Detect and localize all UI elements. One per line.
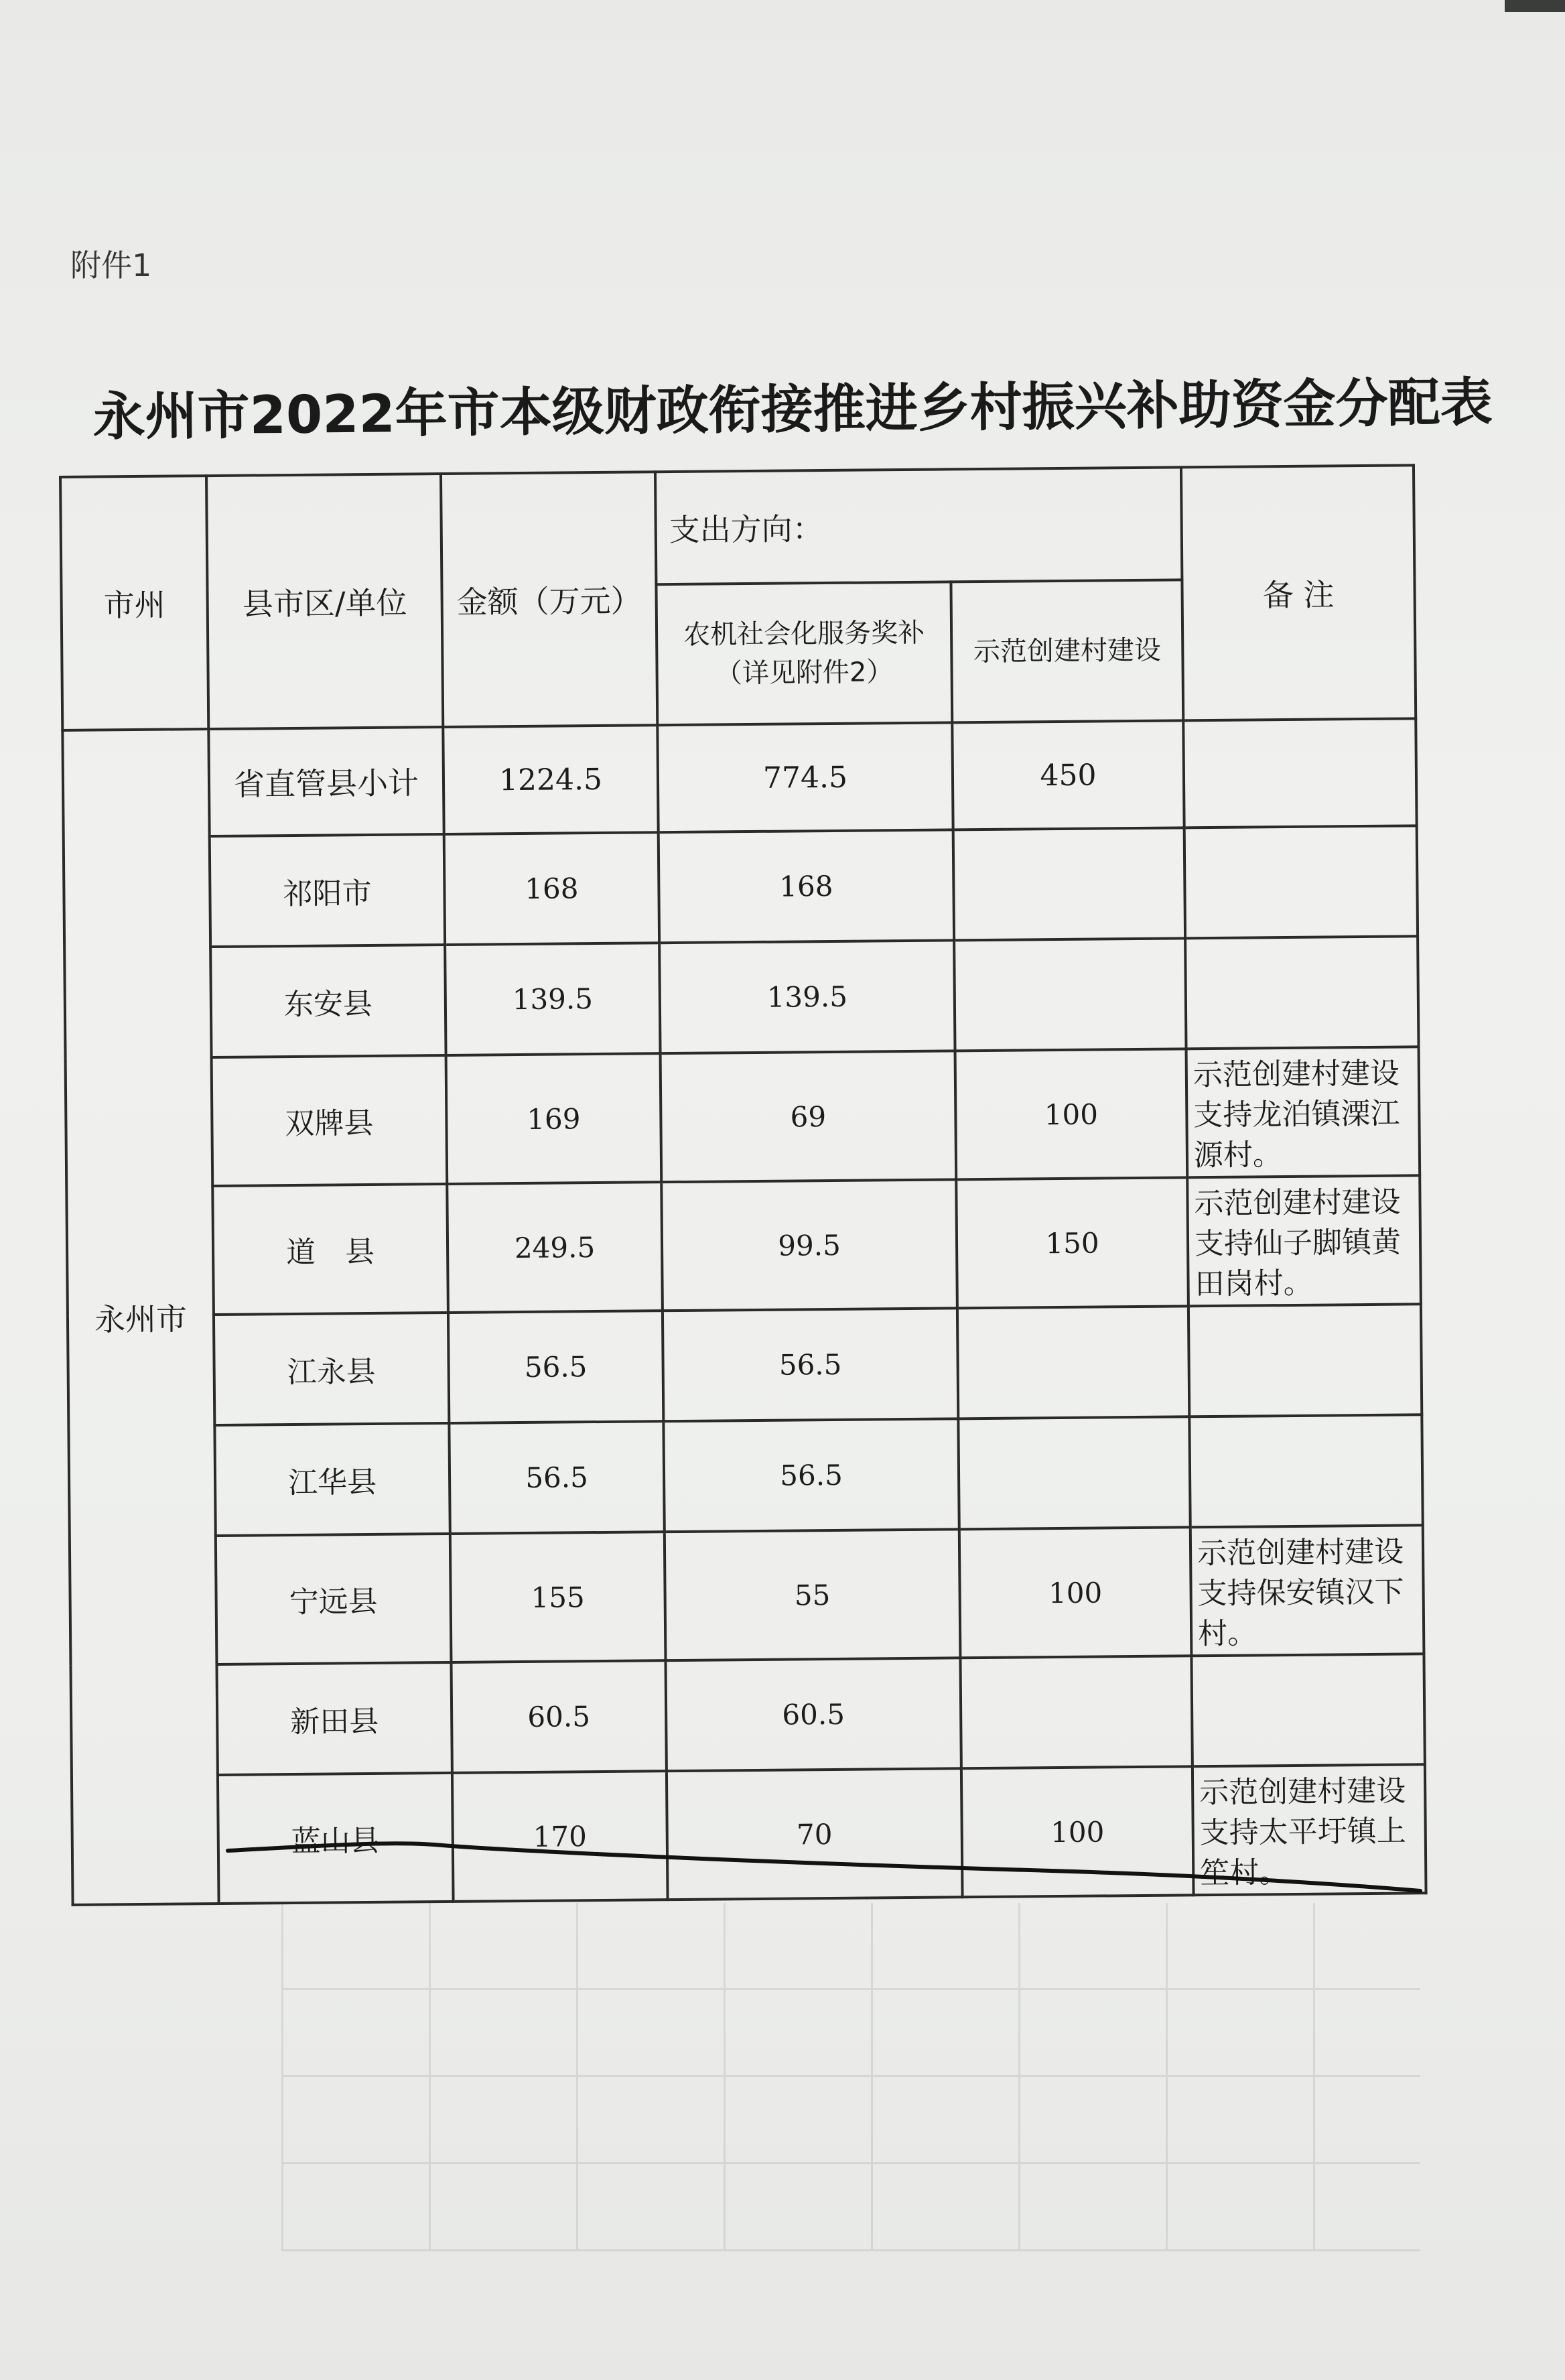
remark-cell: 示范创建村建设支持保安镇汉下村。	[1190, 1525, 1424, 1656]
header-remark: 备 注	[1181, 465, 1416, 720]
agri-cell: 56.5	[663, 1418, 959, 1532]
document-title: 永州市2022年市本级财政衔接推进乡村振兴补助资金分配表	[92, 373, 1493, 448]
header-agri-line1: 农机社会化服务奖补	[683, 617, 925, 651]
agri-cell: 774.5	[657, 722, 953, 832]
demo-cell: 100	[955, 1049, 1188, 1179]
agri-cell: 99.5	[661, 1179, 957, 1311]
unit-cell: 江永县	[214, 1313, 449, 1425]
unit-cell: 道 县	[212, 1184, 448, 1315]
unit-cell: 江华县	[214, 1423, 450, 1536]
unit-cell: 宁远县	[216, 1534, 452, 1664]
amount-cell: 1224.5	[443, 725, 658, 834]
header-city: 市州	[60, 476, 208, 730]
amount-cell: 249.5	[447, 1182, 663, 1313]
remark-cell: 示范创建村建设支持仙子脚镇黄田岗村。	[1187, 1175, 1421, 1306]
unit-cell: 省直管县小计	[208, 727, 444, 836]
amount-cell: 56.5	[449, 1421, 664, 1534]
amount-cell: 170	[452, 1771, 668, 1902]
agri-cell: 168	[659, 830, 954, 943]
demo-cell: 450	[952, 720, 1184, 830]
agri-cell: 69	[661, 1051, 957, 1182]
header-unit: 县市区/单位	[206, 474, 443, 729]
agri-cell: 60.5	[665, 1658, 961, 1771]
demo-cell: 100	[961, 1766, 1194, 1897]
agri-cell: 139.5	[659, 940, 955, 1053]
amount-cell: 60.5	[451, 1660, 666, 1773]
demo-cell: 100	[959, 1527, 1192, 1658]
unit-cell: 双牌县	[212, 1055, 448, 1186]
amount-cell: 169	[446, 1053, 662, 1184]
header-demo-village: 示范创建村建设	[951, 580, 1183, 722]
city-cell: 永州市	[62, 729, 218, 1905]
amount-cell: 168	[444, 832, 659, 945]
agri-cell: 55	[665, 1529, 961, 1660]
pen-stroke	[228, 1843, 1420, 1891]
agri-cell: 70	[667, 1768, 963, 1900]
amount-cell: 56.5	[448, 1311, 663, 1423]
header-amount: 金额（万元）	[441, 472, 657, 727]
unit-cell: 东安县	[210, 945, 446, 1057]
unit-cell: 祁阳市	[210, 834, 445, 947]
demo-cell: 150	[956, 1177, 1188, 1308]
header-agri-line2: （详见附件2）	[715, 657, 894, 689]
agri-cell: 56.5	[663, 1308, 958, 1421]
amount-cell: 155	[450, 1532, 666, 1662]
unit-cell: 新田县	[216, 1662, 452, 1775]
unit-cell: 蓝山县	[218, 1773, 454, 1904]
remark-cell: 示范创建村建设支持龙泊镇溧江源村。	[1186, 1047, 1420, 1177]
amount-cell: 139.5	[445, 943, 660, 1055]
remark-cell: 示范创建村建设支持太平圩镇上笙村。	[1193, 1764, 1426, 1895]
header-direction: 支出方向：	[655, 467, 1182, 584]
annex-label: 附件1	[70, 247, 152, 283]
